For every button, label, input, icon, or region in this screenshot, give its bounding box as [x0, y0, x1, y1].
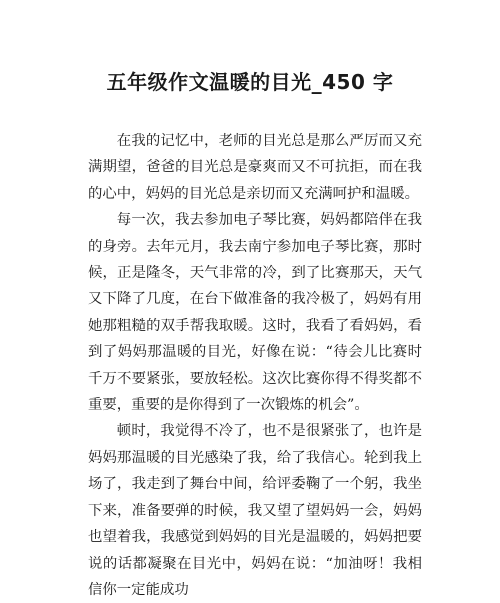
paragraph: 顿时，我觉得不冷了，也不是很紧张了，也许是妈妈那温暖的目光感染了我，给了我信心。轮到我上场了，我走到了舞台中间，给评委鞠了一个躬，我坐下来，准备要弹的时候，我又望了望妈妈一会，妈妈也望着我，我感觉到妈妈的目光是温暖的，妈妈把要说的话都凝聚在目光中，妈妈在说：“加油呀！我相信你一定能成功 [88, 423, 422, 598]
paragraph: 在我的记忆中，老师的目光总是那么严厉而又充满期望，爸爸的目光总是豪爽而又不可抗拒，而在我的心中，妈妈的目光总是亲切而又充满呵护和温暖。 [88, 133, 422, 202]
document-body [88, 128, 422, 603]
document-title: 五年级作文温暖的目光_450 字 [106, 70, 394, 94]
paragraph: 每一次，我去参加电子琴比赛，妈妈都陪伴在我的身旁。去年元月，我去南宁参加电子琴比赛，那时候，正是隆冬，天气非常的冷，到了比赛那天，天气又下降了几度，在台下做准备的我冷极了，妈妈有用她那粗糙的双手帮我取暖。这时，我看了看妈妈，看到了妈妈那温暖的目光，好像在说：“待会儿比赛时千万不要紧张，要放轻松。这次比赛你得不得奖都不重要，重要的是你得到了一次锻炼的机会”。 [88, 212, 422, 414]
